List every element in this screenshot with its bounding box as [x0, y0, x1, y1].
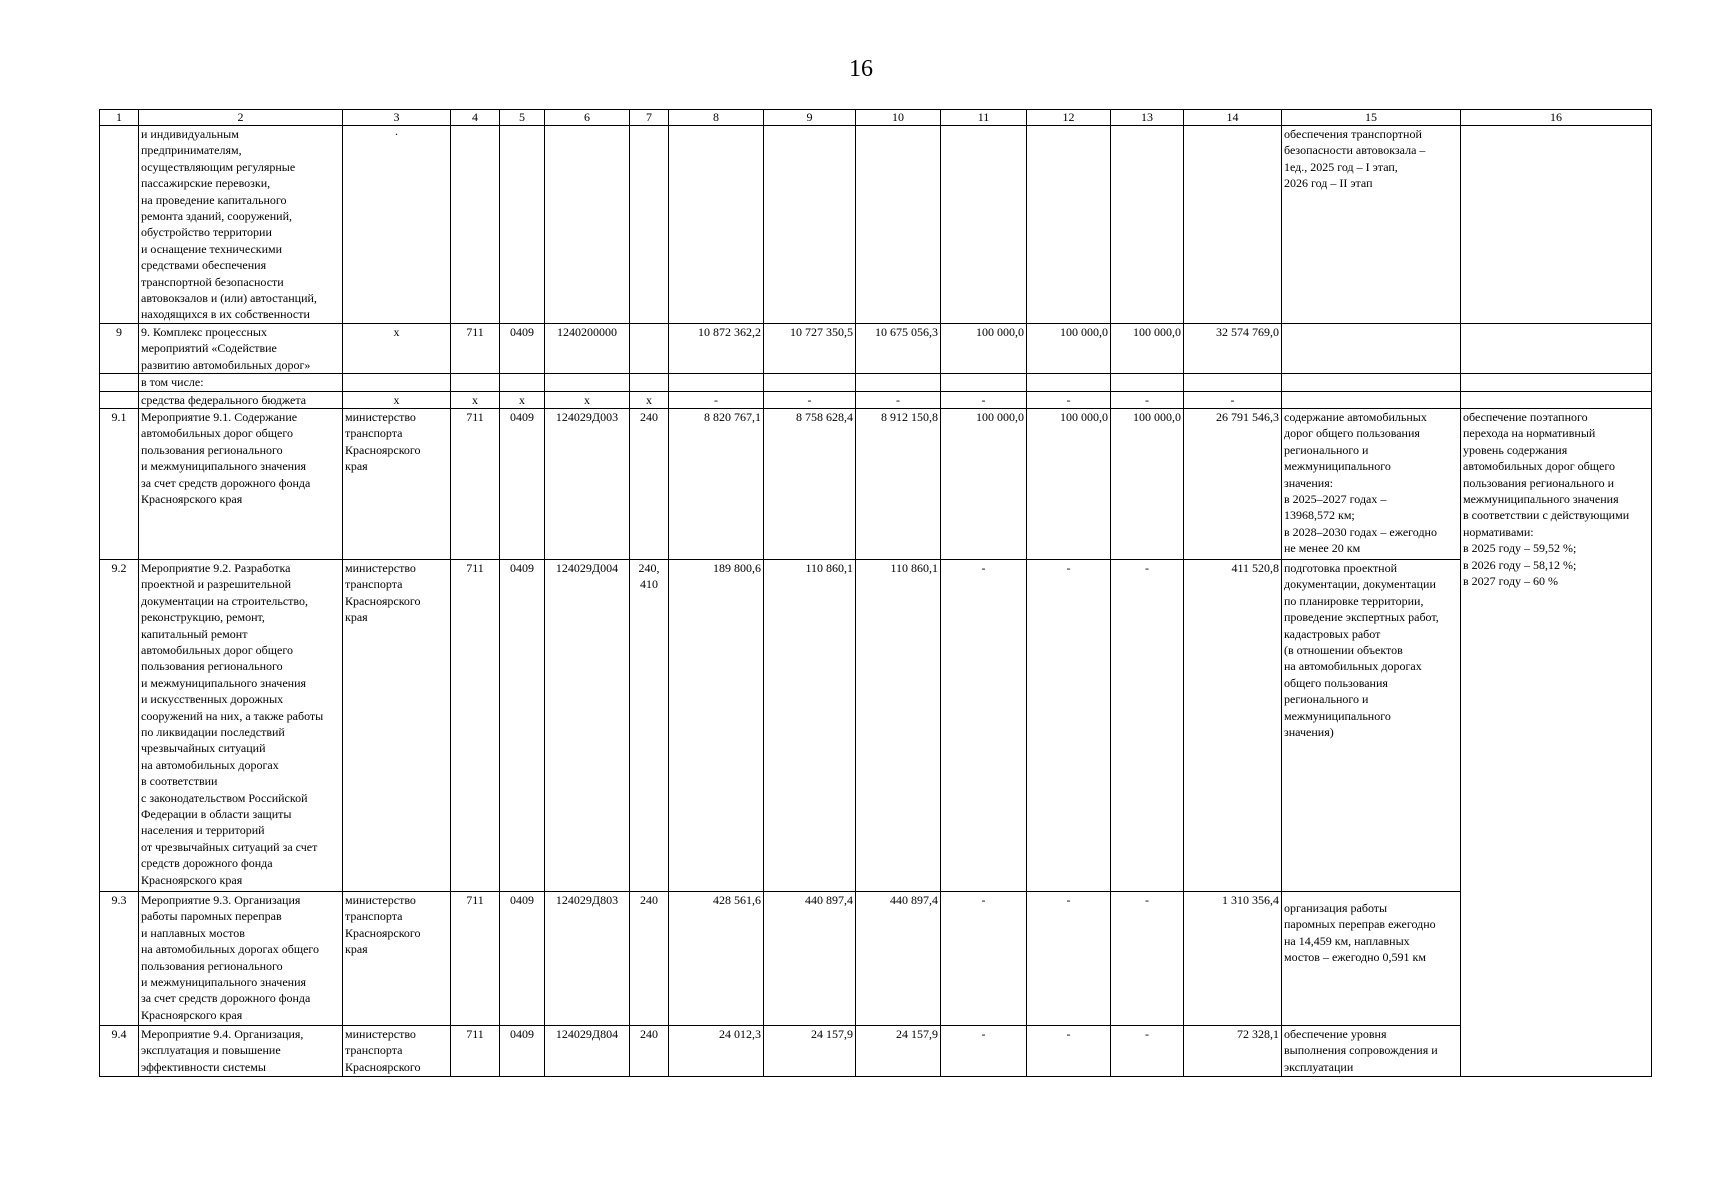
table-row-9-3 [100, 891, 1652, 1025]
table-row-continuation [100, 126, 1652, 324]
header-cell: 4 [451, 110, 500, 126]
header-cell: 8 [669, 110, 764, 126]
header-cell: 7 [630, 110, 669, 126]
header-cell: 14 [1184, 110, 1282, 126]
executor-cell: министерство транспорта Красноярского края [343, 408, 451, 559]
section-code: 0409 [500, 408, 545, 559]
amount-col8: - [669, 391, 764, 408]
table-row-9-4 [100, 1025, 1652, 1076]
header-cell: 9 [764, 110, 856, 126]
header-cell: 13 [1111, 110, 1184, 126]
amount-col13: - [1111, 891, 1184, 1025]
header-cell: 16 [1461, 110, 1652, 126]
grbs-code: 711 [451, 1025, 500, 1076]
header-cell: 10 [856, 110, 941, 126]
amount-col9: 24 157,9 [764, 1025, 856, 1076]
amount-col13: - [1111, 559, 1184, 891]
amount-col8: 24 012,3 [669, 1025, 764, 1076]
amount-col11: 100 000,0 [941, 408, 1027, 559]
header-cell: 1 [100, 110, 139, 126]
grbs-code: х [451, 391, 500, 408]
amount-col13: 100 000,0 [1111, 323, 1184, 373]
amount-col10: - [856, 391, 941, 408]
amount-col11: - [941, 891, 1027, 1025]
expected-result: организация работы паромных переправ ежегодно на 14,459 км, наплавных мостов – ежегодно 0,591 км [1282, 891, 1461, 1025]
amount-col12: - [1027, 559, 1111, 891]
amount-col10: 24 157,9 [856, 1025, 941, 1076]
section-code: 0409 [500, 323, 545, 373]
amount-col12: - [1027, 891, 1111, 1025]
expense-type-code: 240 [630, 891, 669, 1025]
amount-total: - [1184, 391, 1282, 408]
amount-col10: 110 860,1 [856, 559, 941, 891]
row-number: 9.1 [100, 408, 139, 559]
activity-description: Мероприятие 9.2. Разработка проектной и разрешительной документации на строительство, реконструкцию, ремонт, капитальный ремонт автомобильных дорог общего пользования регионального и межмуниципального значения и искусственных дорожных сооружений на них, а также работы по ликвидации последствий чрезвычайных ситуаций на автомобильных дорогах в соответствии с законодательством Российской Федерации в области защиты населения и территорий от чрезвычайных ситуаций за счет средств дорожного фонда Красноярского края [139, 559, 343, 891]
table-row-9-1 [100, 408, 1652, 559]
executor-cell: министерство транспорта Красноярского края [343, 891, 451, 1025]
executor-cell: министерство транспорта Красноярского края [343, 559, 451, 891]
section-code: 0409 [500, 559, 545, 891]
table-row-9-2 [100, 559, 1652, 891]
amount-total: 72 328,1 [1184, 1025, 1282, 1076]
amount-total: 32 574 769,0 [1184, 323, 1282, 373]
amount-total: 26 791 546,3 [1184, 408, 1282, 559]
expense-type-code: 240 [630, 1025, 669, 1076]
activity-description: Мероприятие 9.3. Организация работы паромных переправ и наплавных мостов на автомобильных дорогах общего пользования регионального и межмуниципального значения за счет средств дорожного фонда Красноярского края [139, 891, 343, 1025]
target-article-code: 1240200000 [545, 323, 630, 373]
target-article-code: 124029Д003 [545, 408, 630, 559]
row-number: 9.2 [100, 559, 139, 891]
target-article-code: 124029Д004 [545, 559, 630, 891]
header-cell: 5 [500, 110, 545, 126]
section-code: х [500, 391, 545, 408]
table-row-including [100, 374, 1652, 391]
amount-total: 1 310 356,4 [1184, 891, 1282, 1025]
amount-col11: - [941, 1025, 1027, 1076]
executor-cell: х [343, 391, 451, 408]
amount-col11: 100 000,0 [941, 323, 1027, 373]
amount-col9: - [764, 391, 856, 408]
page-number: 16 [849, 56, 873, 82]
expense-type-code: х [630, 391, 669, 408]
program-activities-table [99, 109, 1652, 1077]
target-article-code: х [545, 391, 630, 408]
target-indicator: обеспечение поэтапного перехода на нормативный уровень содержания автомобильных дорог общего пользования регионального и межмуниципального значения в соответствии с действующими нормативами: в 2025 году – 59,52 %; в 2026 году – 58,12 %; в 2027 году – 60 % [1461, 408, 1652, 1076]
row-number: 9.4 [100, 1025, 139, 1076]
amount-col12: 100 000,0 [1027, 408, 1111, 559]
executor-cell: · [343, 126, 451, 324]
row-number: 9.3 [100, 891, 139, 1025]
amount-col13: 100 000,0 [1111, 408, 1184, 559]
amount-col9: 8 758 628,4 [764, 408, 856, 559]
activity-description: 9. Комплекс процессных мероприятий «Содействие развитию автомобильных дорог» [139, 323, 343, 373]
amount-col8: 10 872 362,2 [669, 323, 764, 373]
executor-cell: министерство транспорта Красноярского [343, 1025, 451, 1076]
header-cell: 11 [941, 110, 1027, 126]
grbs-code: 711 [451, 323, 500, 373]
grbs-code: 711 [451, 559, 500, 891]
expected-result: обеспечения транспортной безопасности автовокзала – 1ед., 2025 год – I этап, 2026 год – II этап [1282, 126, 1461, 324]
amount-total: 411 520,8 [1184, 559, 1282, 891]
row-number: 9 [100, 323, 139, 373]
amount-col8: 189 800,6 [669, 559, 764, 891]
amount-col11: - [941, 559, 1027, 891]
section-code: 0409 [500, 1025, 545, 1076]
expected-result: содержание автомобильных дорог общего пользования регионального и межмуниципального значения: в 2025–2027 годах – 13968,572 км; в 2028–2030 годах – ежегодно не менее 20 км [1282, 408, 1461, 559]
grbs-code: 711 [451, 891, 500, 1025]
expense-type-code: 240, 410 [630, 559, 669, 891]
amount-col10: 440 897,4 [856, 891, 941, 1025]
amount-col9: 110 860,1 [764, 559, 856, 891]
header-cell: 2 [139, 110, 343, 126]
grbs-code: 711 [451, 408, 500, 559]
amount-col11: - [941, 391, 1027, 408]
amount-col12: 100 000,0 [1027, 323, 1111, 373]
including-label: в том числе: [139, 374, 343, 391]
header-cell: 3 [343, 110, 451, 126]
header-cell: 15 [1282, 110, 1461, 126]
amount-col13: - [1111, 1025, 1184, 1076]
amount-col9: 440 897,4 [764, 891, 856, 1025]
header-cell: 12 [1027, 110, 1111, 126]
federal-budget-label: средства федерального бюджета [139, 391, 343, 408]
expense-type-code: 240 [630, 408, 669, 559]
amount-col13: - [1111, 391, 1184, 408]
expected-result: обеспечение уровня выполнения сопровождения и эксплуатации [1282, 1025, 1461, 1076]
amount-col9: 10 727 350,5 [764, 323, 856, 373]
amount-col8: 8 820 767,1 [669, 408, 764, 559]
activity-description: и индивидуальным предпринимателям, осуществляющим регулярные пассажирские перевозки, на проведение капитального ремонта зданий, сооружений, обустройство территории и оснащение техническими средствами обеспечения транспортной безопасности автовокзалов и (или) автостанций, находящихся в их собственности [139, 126, 343, 324]
table-row-9 [100, 323, 1652, 373]
activity-description: Мероприятие 9.1. Содержание автомобильных дорог общего пользования регионального и межмуниципального значения за счет средств дорожного фонда Красноярского края [139, 408, 343, 559]
amount-col12: - [1027, 1025, 1111, 1076]
expense-type-code [630, 323, 669, 373]
executor-cell: х [343, 323, 451, 373]
amount-col12: - [1027, 391, 1111, 408]
header-cell: 6 [545, 110, 630, 126]
target-article-code: 124029Д803 [545, 891, 630, 1025]
activity-description: Мероприятие 9.4. Организация, эксплуатация и повышение эффективности системы [139, 1025, 343, 1076]
amount-col10: 10 675 056,3 [856, 323, 941, 373]
expected-result: подготовка проектной документации, документации по планировке территории, проведение экспертных работ, кадастровых работ (в отношении объектов на автомобильных дорогах общего пользования регионального и межмуниципального значения) [1282, 559, 1461, 891]
amount-col10: 8 912 150,8 [856, 408, 941, 559]
table-row-federal-budget [100, 391, 1652, 408]
target-article-code: 124029Д804 [545, 1025, 630, 1076]
column-number-header-row [100, 110, 1652, 126]
amount-col8: 428 561,6 [669, 891, 764, 1025]
section-code: 0409 [500, 891, 545, 1025]
